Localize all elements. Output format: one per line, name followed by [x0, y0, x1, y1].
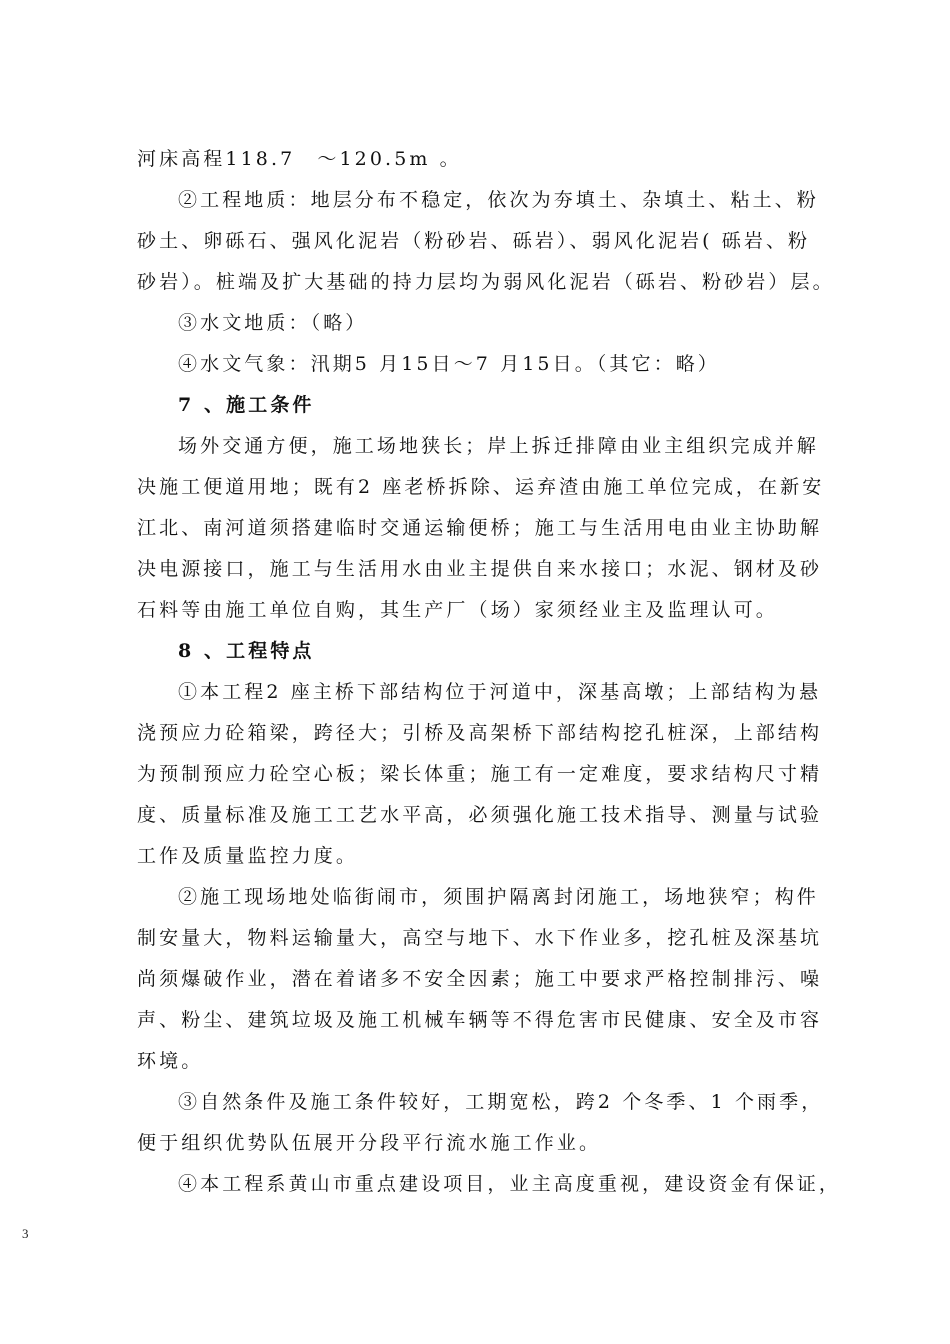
text-line: ④水文气象：汛期5 月15日～7 月15日。（其它：略）: [178, 353, 720, 375]
text-line: 环境。: [137, 1050, 204, 1072]
section-heading: 8 、工程特点: [178, 640, 315, 662]
text-line: ③水文地质：（略）: [178, 312, 368, 334]
text-line: 工作及质量监控力度。: [137, 845, 359, 867]
text-line: ②施工现场地处临街闹市，须围护隔离封闭施工，场地狭窄；构件: [178, 886, 819, 908]
text-line: ②工程地质：地层分布不稳定，依次为夯填土、杂填土、粘土、粉: [178, 189, 819, 211]
text-line: ①本工程2 座主桥下部结构位于河道中，深基高墩；上部结构为悬: [178, 681, 822, 703]
text-line: 声、粉尘、建筑垃圾及施工机械车辆等不得危害市民健康、安全及市容: [137, 1009, 823, 1031]
text-line: 河床高程118.7 ～120.5m 。: [137, 148, 462, 170]
text-line: 度、质量标准及施工工艺水平高，必须强化施工技术指导、测量与试验: [137, 804, 823, 826]
text-line: ③自然条件及施工条件较好，工期宽松，跨2 个冬季、1 个雨季，: [178, 1091, 824, 1113]
text-line: 制安量大，物料运输量大，高空与地下、水下作业多，挖孔桩及深基坑: [137, 927, 823, 949]
text-line: ④本工程系黄山市重点建设项目，业主高度重视，建设资金有保证，: [178, 1173, 842, 1195]
text-line: 江北、南河道须搭建临时交通运输便桥；施工与生活用电由业主协助解: [137, 517, 823, 539]
text-line: 砂土、卵砾石、强风化泥岩（粉砂岩、砾岩）、弱风化泥岩( 砾岩、粉: [137, 230, 811, 252]
text-line: 浇预应力砼箱梁，跨径大；引桥及高架桥下部结构挖孔桩深，上部结构: [137, 722, 823, 744]
text-line: 决施工便道用地；既有2 座老桥拆除、运弃渣由施工单位完成，在新安: [137, 476, 825, 498]
text-line: 尚须爆破作业，潜在着诸多不安全因素；施工中要求严格控制排污、噪: [137, 968, 823, 990]
text-line: 场外交通方便，施工场地狭长；岸上拆迁排障由业主组织完成并解: [178, 435, 819, 457]
text-line: 决电源接口，施工与生活用水由业主提供自来水接口；水泥、钢材及砂: [137, 558, 823, 580]
section-heading: 7 、施工条件: [178, 394, 315, 416]
text-line: 石料等由施工单位自购，其生产厂（场）家须经业主及监理认可。: [137, 599, 778, 621]
page-number: 3: [22, 1226, 29, 1241]
text-line: 便于组织优势队伍展开分段平行流水施工作业。: [137, 1132, 602, 1154]
text-line: 砂岩）。桩端及扩大基础的持力层均为弱风化泥岩（砾岩、粉砂岩）层。: [137, 271, 835, 293]
text-line: 为预制预应力砼空心板；梁长体重；施工有一定难度，要求结构尺寸精: [137, 763, 823, 785]
